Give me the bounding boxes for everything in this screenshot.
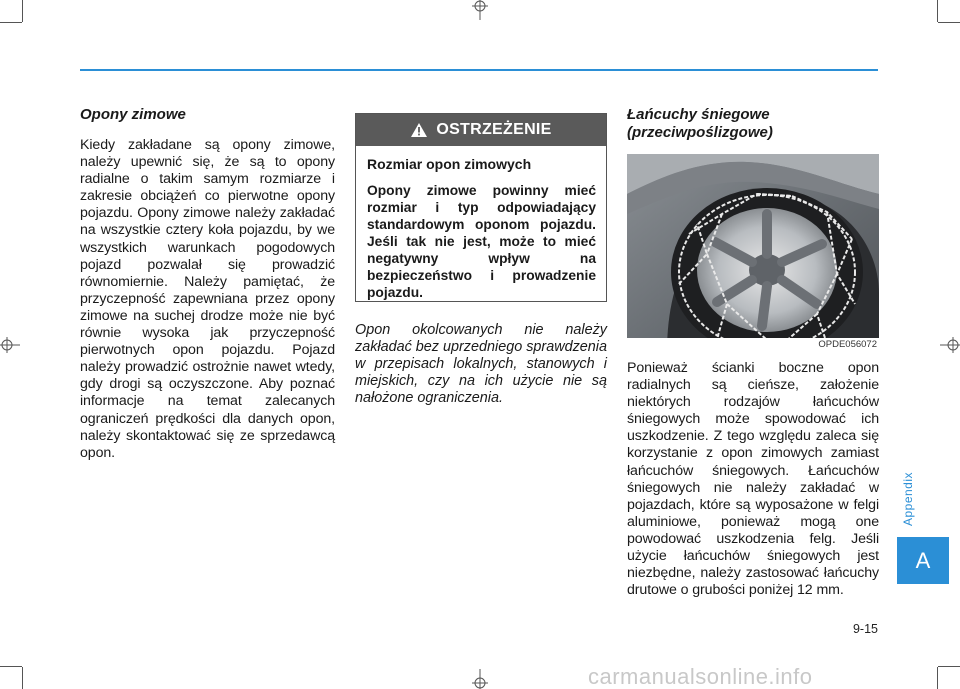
warning-triangle-icon (410, 122, 428, 138)
registration-mark-right (940, 333, 960, 357)
photo-caption: OPDE056072 (627, 338, 879, 352)
crop-mark (0, 22, 22, 23)
section-label (897, 468, 919, 530)
right-column-heading (627, 106, 879, 142)
crop-mark (0, 666, 22, 667)
registration-mark-bottom (468, 669, 492, 689)
left-column (80, 106, 335, 462)
warning-box (355, 113, 607, 302)
snow-chains-paragraph: Ponieważ ścianki boczne opon radialnych są cieńsze, założenie niektórych rodzajów łańcuchów śniegowych może spowodować ich uszkodzenie. Z tego względu zaleca się korzystanie z opon zimowych zamiast łańcuchów śniegowych. Łańcuchów śniegowych nie należy zakładać w pojazdach, które są wyposażone w felgi aluminiowe, ponieważ mogą one powodować uszkodzenia felg. Jeśli użycie łańcuchów śniegowych jest niezbędne, należy zastosować łańcuchy drutowe o grubości poniżej 12 mm. (627, 360, 879, 599)
studded-tires-note: Opon okolcowanych nie należy zakładać bez uprzedniego sprawdzenia w przepisach lokalnych, stanowych i miejskich, czy na ich użycie nie są nałożone ograniczenia. (355, 322, 607, 407)
section-label-text: Appendix (901, 471, 916, 527)
warning-body (356, 146, 606, 301)
snow-chain-photo (627, 154, 879, 352)
section-tab-letter: A (915, 547, 931, 573)
crop-mark (937, 667, 938, 689)
header-rule (80, 69, 878, 71)
warning-subtitle: Rozmiar opon zimowych (367, 156, 532, 172)
winter-tires-heading: Opony zimowe (80, 106, 186, 123)
crop-mark (938, 666, 960, 667)
page-number: 9-15 (852, 622, 878, 636)
snow-chain-wheel-illustration (627, 154, 879, 352)
crop-mark (938, 22, 960, 23)
section-tab[interactable] (897, 537, 949, 584)
warning-title: OSTRZEŻENIE (436, 121, 552, 138)
snow-chains-heading-line1: Łańcuchy śniegowe (627, 106, 770, 123)
watermark: carmanualsonline.info (588, 664, 813, 689)
registration-mark-left (0, 333, 20, 357)
registration-mark-top (468, 0, 492, 20)
crop-mark (937, 0, 938, 22)
warning-header (356, 114, 606, 146)
warning-text: Opony zimowe powinny mieć rozmiar i typ odpowiadający standardowym oponom pojazdu. Jeśli tak nie jest, może to mieć negatywny wpływ na bezpieczeństwo i prowadzenie pojazdu. (367, 183, 596, 300)
crop-mark (22, 0, 23, 22)
snow-chains-heading-line2: (przeciwpoślizgowe) (627, 124, 773, 141)
winter-tires-paragraph: Kiedy zakładane są opony zimowe, należy upewnić się, że są to opony radialne o takim samym rozmiarze i zakresie obciążeń co pierwotne opony pojazdu. Opony zimowe należy zakładać na wszystkie cztery koła pojazdu, by we wszystkich warunkach pogodowych pojazd pozwalał się prowadzić równomiernie. Należy pamiętać, że przyczepność zapewniana przez opony zimowe na suchej drodze może nie być równie wysoka jak przyczepność pierwotnych opon pojazdu. Pojazd należy prowadzić ostrożnie nawet wtedy, gdy drogi są oczyszczone. Aby poznać informacje na temat zalecanych ograniczeń prędkości dla danych opon, należy skontaktować się ze sprzedawcą opon. (80, 137, 335, 461)
crop-mark (22, 667, 23, 689)
